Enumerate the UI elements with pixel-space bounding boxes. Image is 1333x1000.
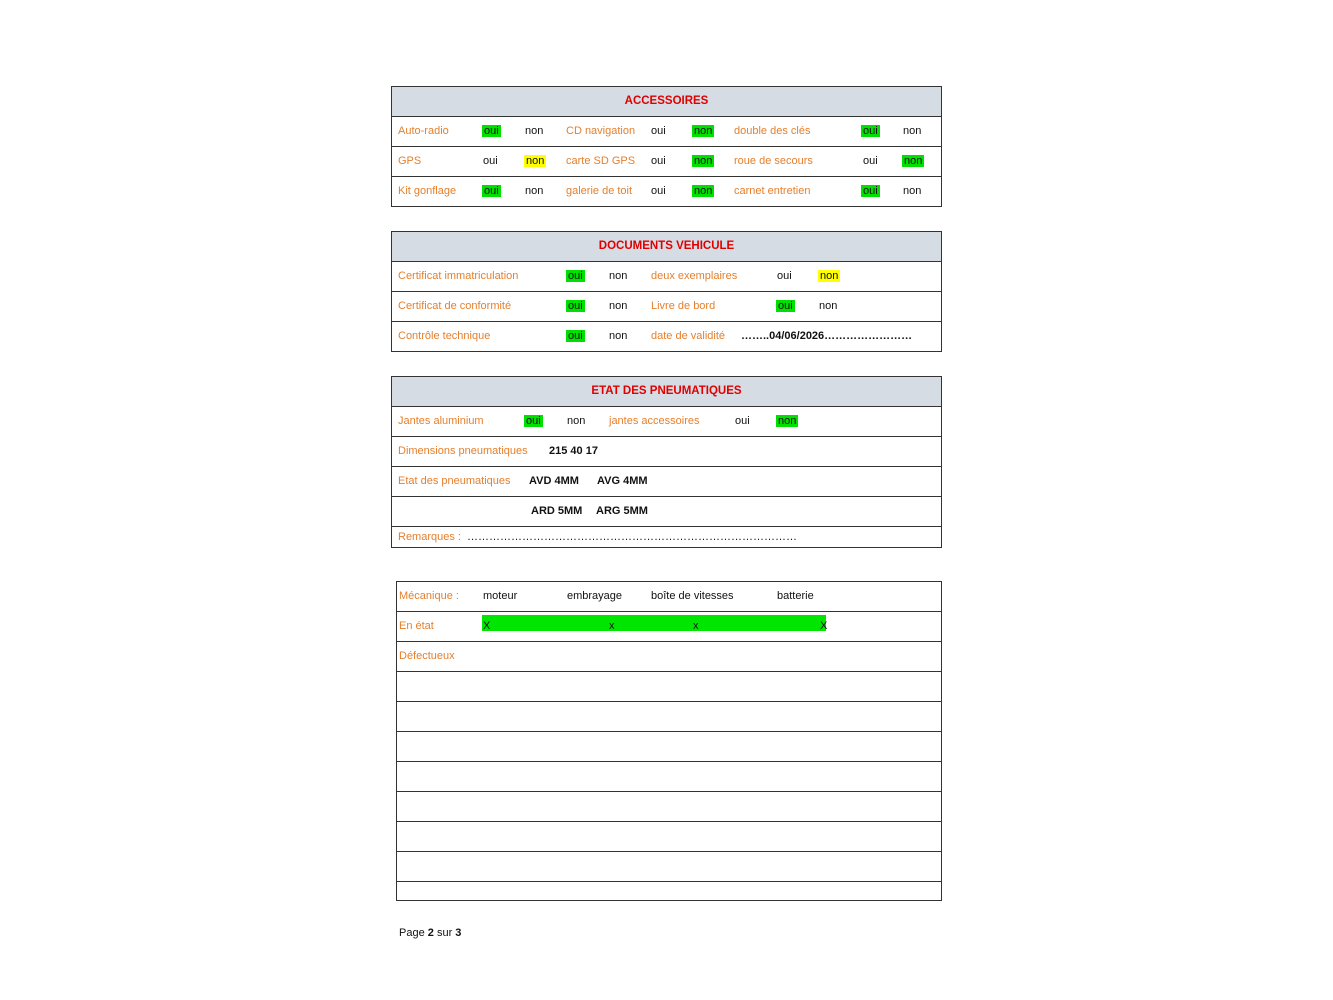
tire-avd: AVD 4MM [529, 475, 579, 487]
answer-non-selected: non [694, 125, 713, 137]
column-batterie: batterie [777, 590, 814, 602]
blank-row [397, 762, 941, 792]
answer-oui: oui [651, 125, 666, 137]
column-boite-vitesses: boîte de vitesses [651, 590, 734, 602]
check-mark: x [693, 620, 699, 632]
answer-non: non [525, 185, 544, 197]
answer-non: non [525, 125, 544, 137]
blank-row [397, 672, 941, 702]
table-row [397, 612, 941, 642]
page-separator: sur [436, 927, 453, 939]
answer-non: non [609, 300, 628, 312]
answer-oui: oui [483, 155, 498, 167]
etat-label: Etat des pneumatiques [398, 475, 511, 487]
answer-oui: oui [735, 415, 750, 427]
table-row [392, 147, 941, 177]
accessory-label: Kit gonflage [398, 185, 457, 197]
table-row [397, 582, 941, 612]
table-row [392, 407, 941, 437]
answer-non-selected: non [526, 155, 545, 167]
check-mark: X [483, 620, 491, 632]
answer-non-selected: non [820, 270, 839, 282]
answer-oui-selected: oui [568, 270, 583, 282]
accessory-label: carte SD GPS [566, 155, 636, 167]
accessory-label: CD navigation [566, 125, 636, 137]
check-mark: x [609, 620, 615, 632]
document-label: deux exemplaires [651, 270, 738, 282]
document-label: Certificat immatriculation [398, 270, 519, 282]
accessoires-title: ACCESSOIRES [392, 87, 941, 117]
column-embrayage: embrayage [567, 590, 623, 602]
answer-oui-selected: oui [568, 330, 583, 342]
table-row [392, 527, 941, 547]
en-etat-highlight [482, 615, 826, 631]
answer-non-selected: non [904, 155, 923, 167]
current-page: 2 [427, 927, 434, 939]
tire-arg: ARG 5MM [596, 505, 648, 517]
answer-non: non [609, 330, 628, 342]
answer-oui: oui [651, 185, 666, 197]
answer-oui-selected: oui [526, 415, 541, 427]
answer-non-selected: non [694, 185, 713, 197]
pneumatiques-title: ETAT DES PNEUMATIQUES [392, 377, 941, 407]
jantes-label: Jantes aluminium [398, 415, 484, 427]
accessoires-table [391, 86, 942, 207]
table-row [392, 117, 941, 147]
accessory-label: double des clés [734, 125, 811, 137]
documents-title: DOCUMENTS VEHICULE [392, 232, 941, 262]
column-moteur: moteur [483, 590, 518, 602]
accessory-label: GPS [398, 155, 422, 167]
answer-non-selected: non [694, 155, 713, 167]
dimensions-label: Dimensions pneumatiques [398, 445, 528, 457]
answer-oui-selected: oui [778, 300, 793, 312]
table-row [392, 467, 941, 497]
answer-oui: oui [651, 155, 666, 167]
answer-non-selected: non [778, 415, 797, 427]
validity-date-value: ……..04/06/2026…………………… [741, 330, 913, 342]
remarques-label: Remarques : [398, 531, 461, 543]
blank-row [397, 852, 941, 882]
tire-avg: AVG 4MM [597, 475, 648, 487]
blank-row [397, 702, 941, 732]
accessory-label: galerie de toit [566, 185, 633, 197]
answer-non: non [819, 300, 838, 312]
answer-non: non [609, 270, 628, 282]
document-label: Contrôle technique [398, 330, 491, 342]
document-label: date de validité [651, 330, 725, 342]
table-row [392, 177, 941, 206]
answer-non: non [903, 125, 922, 137]
answer-oui-selected: oui [484, 125, 499, 137]
remarques-value: ……………………………………………………………………………… [467, 531, 797, 543]
dimensions-value: 215 40 17 [549, 445, 598, 457]
blank-row [397, 822, 941, 852]
table-row [397, 642, 941, 672]
document-label: Certificat de conformité [398, 300, 512, 312]
answer-oui-selected: oui [863, 125, 878, 137]
defectueux-label: Défectueux [399, 650, 455, 662]
mecanique-table [396, 581, 942, 901]
tire-ard: ARD 5MM [531, 505, 583, 517]
table-row [392, 262, 941, 292]
blank-row [397, 792, 941, 822]
answer-non: non [903, 185, 922, 197]
accessory-label: carnet entretien [734, 185, 811, 197]
documents-table [391, 231, 942, 352]
table-row [392, 437, 941, 467]
blank-row [397, 732, 941, 762]
answer-oui-selected: oui [484, 185, 499, 197]
mecanique-label: Mécanique : [399, 590, 459, 602]
answer-oui: oui [777, 270, 792, 282]
answer-non: non [567, 415, 586, 427]
answer-oui-selected: oui [568, 300, 583, 312]
answer-oui-selected: oui [863, 185, 878, 197]
jantes-accessoires-label: jantes accessoires [609, 415, 700, 427]
total-pages: 3 [455, 927, 462, 939]
check-mark: X [820, 620, 828, 632]
table-row [392, 322, 941, 351]
document-label: Livre de bord [651, 300, 716, 312]
en-etat-label: En état [399, 620, 434, 632]
page-prefix: Page [399, 927, 425, 939]
table-row [392, 292, 941, 322]
table-row [392, 497, 941, 527]
page-number [399, 927, 461, 939]
answer-oui: oui [863, 155, 878, 167]
accessory-label: roue de secours [734, 155, 813, 167]
pneumatiques-table [391, 376, 942, 548]
accessory-label: Auto-radio [398, 125, 449, 137]
blank-row [397, 882, 941, 900]
